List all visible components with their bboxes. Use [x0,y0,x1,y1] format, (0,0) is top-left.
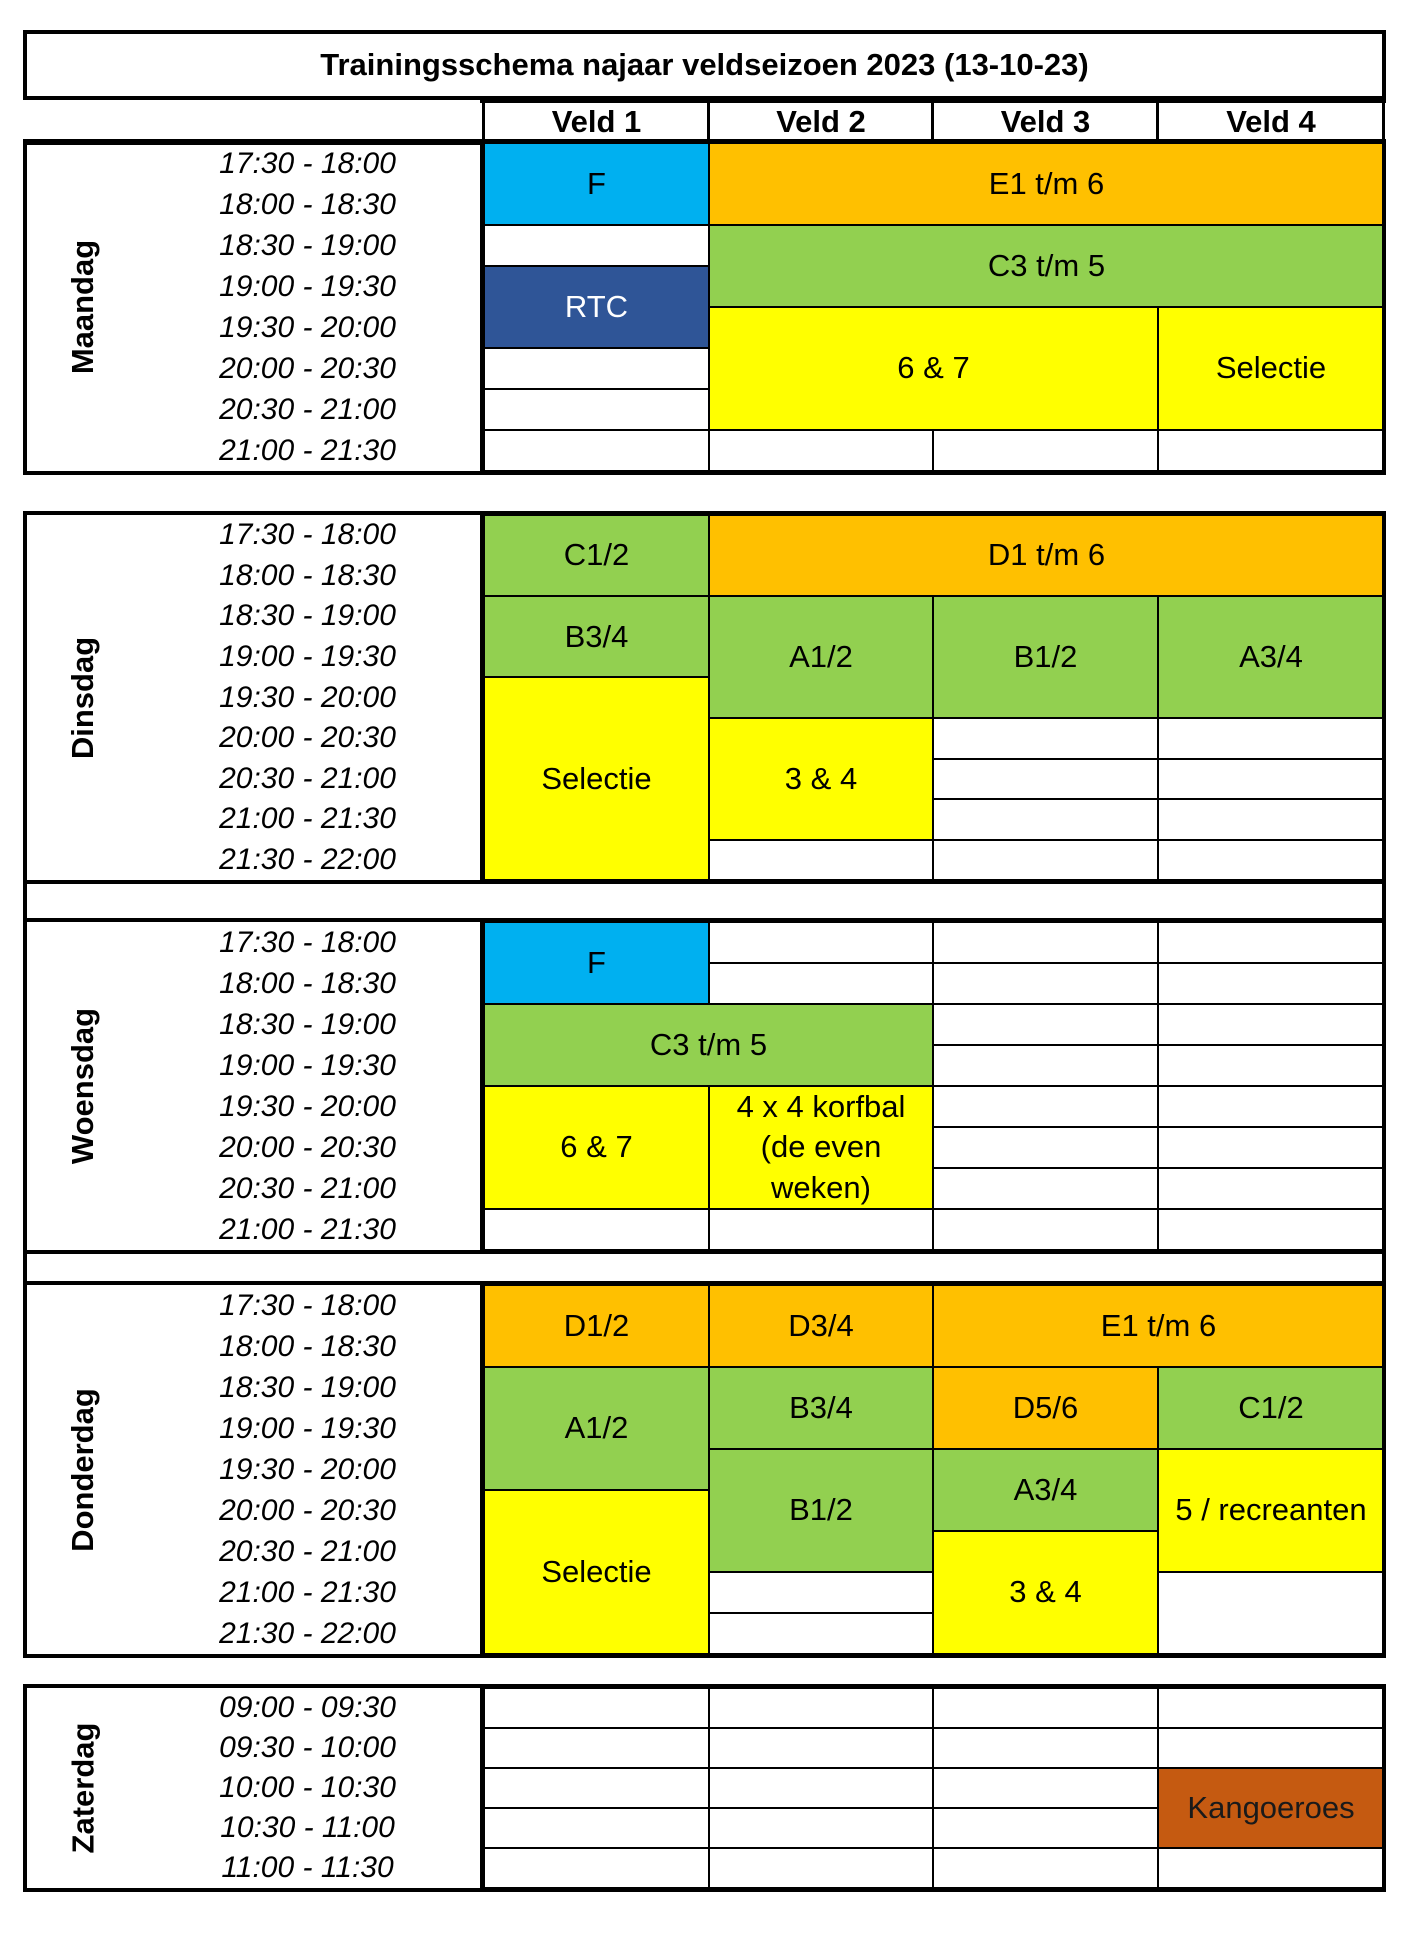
empty-slot [1157,717,1385,760]
time-slot: 19:30 - 20:00 [219,1452,396,1486]
empty-slot [1157,429,1385,472]
empty-slot [1157,1208,1385,1251]
empty-slot [483,1727,710,1769]
time-slot: 19:30 - 20:00 [219,1089,396,1123]
grid-line [480,1281,484,1658]
time-slot: 18:00 - 18:30 [219,558,396,592]
grid-line [480,139,484,475]
day-label [23,515,143,880]
field-header-1: Veld 1 [551,103,642,139]
grid-line [1382,880,1386,922]
grid-line [23,918,27,1254]
time-slot: 18:00 - 18:30 [219,187,396,221]
empty-slot [932,798,1159,841]
time-slot: 21:30 - 22:00 [219,1616,396,1650]
empty-slot [708,1807,934,1849]
team-block-d3-4: D3/4 [708,1284,934,1368]
empty-slot [932,1044,1159,1087]
team-block-f: F [483,921,710,1005]
empty-slot [1157,1167,1385,1210]
empty-slot [708,1847,934,1889]
team-block-6-7: 6 & 7 [708,306,1159,431]
team-block-selectie: Selectie [483,676,710,881]
team-block-c1-2: C1/2 [1157,1366,1385,1450]
grid-line [23,1250,1386,1254]
empty-slot [1157,758,1385,801]
grid-line [23,1684,27,1892]
empty-slot [708,1208,934,1251]
empty-slot [708,1767,934,1809]
empty-slot [932,758,1159,801]
empty-slot [1157,1126,1385,1169]
team-block-d1-t-m-6: D1 t/m 6 [708,514,1385,597]
time-slot: 20:00 - 20:30 [219,721,396,755]
empty-slot [483,1208,710,1251]
empty-slot [932,1687,1159,1729]
field-header-4: Veld 4 [1226,103,1316,139]
empty-slot [1157,1003,1385,1046]
grid-line [23,880,27,922]
empty-slot [932,1126,1159,1169]
empty-slot [1157,798,1385,841]
grid-line [480,918,484,1254]
day-label [23,143,143,471]
time-slot: 18:30 - 19:00 [219,599,396,633]
empty-slot [1157,1847,1385,1889]
time-slot: 17:30 - 18:00 [219,925,396,959]
team-block-3-4: 3 & 4 [932,1530,1159,1655]
grid-line [23,30,27,100]
field-header-3: Veld 3 [1000,103,1091,139]
day-label [23,1688,143,1888]
time-slot: 19:00 - 19:30 [219,1048,396,1082]
time-slot: 20:30 - 21:00 [219,392,396,426]
time-slot: 20:00 - 20:30 [219,1130,396,1164]
day-label [23,922,143,1250]
empty-slot [708,1571,934,1614]
time-slot: 19:00 - 19:30 [219,1411,396,1445]
time-slot: 18:30 - 19:00 [219,1370,396,1404]
time-slot: 21:30 - 22:00 [219,843,396,877]
day-name: Dinsdag [65,636,101,759]
grid-line [480,511,484,884]
empty-slot [932,1003,1159,1046]
team-block-a3-4: A3/4 [1157,595,1385,719]
time-slot: 17:30 - 18:00 [219,518,396,552]
empty-slot [932,717,1159,760]
time-slot: 18:30 - 19:00 [219,228,396,262]
team-block-d5-6: D5/6 [932,1366,1159,1450]
team-block-3-4: 3 & 4 [708,717,934,841]
team-block-c3-t-m-5: C3 t/m 5 [708,224,1385,308]
team-block-b1-2: B1/2 [932,595,1159,719]
empty-slot [932,1847,1159,1889]
grid-line [23,1281,27,1658]
time-slot: 20:30 - 21:00 [219,1534,396,1568]
day-name: Maandag [65,239,101,375]
empty-slot [708,839,934,882]
empty-slot [1157,1085,1385,1128]
empty-slot [1157,1571,1385,1655]
grid-line [23,918,1386,922]
team-block-5-recreanten: 5 / recreanten [1157,1448,1385,1573]
empty-slot [1157,1044,1385,1087]
empty-slot [1157,921,1385,964]
team-block-selectie: Selectie [1157,306,1385,431]
time-slot: 17:30 - 18:00 [219,146,396,180]
time-slot: 09:30 - 10:00 [219,1731,396,1764]
empty-slot [708,1612,934,1655]
team-block-a1-2: A1/2 [483,1366,710,1491]
time-slot: 21:00 - 21:30 [219,1212,396,1246]
empty-slot [932,921,1159,964]
empty-slot [483,1687,710,1729]
time-slot: 10:30 - 11:00 [220,1811,395,1844]
day-name: Woensdag [65,1007,101,1165]
time-slot: 19:30 - 20:00 [219,680,396,714]
grid-line [1382,1684,1386,1892]
empty-slot [708,429,934,472]
team-block-c3-t-m-5: C3 t/m 5 [483,1003,934,1087]
empty-slot [708,1727,934,1769]
team-block-6-7: 6 & 7 [483,1085,710,1210]
grid-line [23,511,27,884]
empty-slot [483,347,710,390]
empty-slot [932,1208,1159,1251]
empty-slot [932,839,1159,882]
team-block-e1-t-m-6: E1 t/m 6 [708,142,1385,226]
team-block-b3-4: B3/4 [483,595,710,678]
team-block-kangoeroes: Kangoeroes [1157,1767,1385,1849]
empty-slot [708,921,934,964]
empty-slot [483,429,710,472]
time-slot: 20:30 - 21:00 [219,761,396,795]
grid-line [1382,1281,1386,1658]
empty-slot [483,388,710,431]
grid-line [1382,139,1386,475]
empty-slot [932,1167,1159,1210]
empty-slot [483,1847,710,1889]
team-block-rtc: RTC [483,265,710,349]
time-slot: 19:00 - 19:30 [219,269,396,303]
empty-slot [483,1767,710,1809]
empty-slot [932,1807,1159,1849]
time-slot: 10:00 - 10:30 [219,1771,396,1804]
field-header-2: Veld 2 [776,103,866,139]
time-slot: 17:30 - 18:00 [219,1288,396,1322]
grid-line [23,471,1386,475]
empty-slot [932,429,1159,472]
grid-line [23,1654,1386,1658]
empty-slot [1157,1727,1385,1769]
day-name: Donderdag [65,1387,100,1552]
empty-slot [932,1767,1159,1809]
grid-line [23,511,1386,515]
empty-slot [932,1727,1159,1769]
team-block-4-x-4-korfbal: 4 x 4 korfbal (de even weken) [708,1085,934,1210]
time-slot: 21:00 - 21:30 [219,433,396,467]
team-block-f: F [483,142,710,226]
time-slot: 20:00 - 20:30 [219,1493,396,1527]
grid-line [1382,511,1386,884]
empty-slot [1157,962,1385,1005]
team-block-selectie: Selectie [483,1489,710,1655]
empty-slot [708,1687,934,1729]
grid-line [1382,918,1386,1254]
grid-line [480,1684,484,1892]
grid-line [23,139,27,475]
day-label [23,1285,143,1654]
team-block-c1-2: C1/2 [483,514,710,597]
time-slot: 20:00 - 20:30 [219,351,396,385]
time-slot: 19:00 - 19:30 [219,640,396,674]
team-block-b1-2: B1/2 [708,1448,934,1573]
team-block-a1-2: A1/2 [708,595,934,719]
time-slot: 11:00 - 11:30 [221,1851,394,1884]
team-block-a3-4: A3/4 [932,1448,1159,1532]
empty-slot [1157,1687,1385,1729]
empty-slot [483,224,710,267]
team-block-e1-t-m-6: E1 t/m 6 [932,1284,1385,1368]
team-block-d1-2: D1/2 [483,1284,710,1368]
grid-line [23,139,1386,143]
empty-slot [483,1807,710,1849]
empty-slot [708,962,934,1005]
time-slot: 18:00 - 18:30 [219,966,396,1000]
empty-slot [932,1085,1159,1128]
schedule-title: Trainingsschema najaar veldseizoen 2023 (13-10-23) [23,30,1386,100]
grid-line [23,1684,1386,1688]
team-block-b3-4: B3/4 [708,1366,934,1450]
time-slot: 09:00 - 09:30 [219,1691,396,1724]
empty-slot [1157,839,1385,882]
grid-line [23,880,1386,884]
time-slot: 19:30 - 20:00 [219,310,396,344]
time-slot: 18:00 - 18:30 [219,1329,396,1363]
time-slot: 21:00 - 21:30 [219,802,396,836]
empty-slot [932,962,1159,1005]
time-slot: 21:00 - 21:30 [219,1575,396,1609]
day-name: Zaterdag [65,1722,101,1854]
grid-line [23,1281,1386,1285]
time-slot: 20:30 - 21:00 [219,1171,396,1205]
grid-line [23,1888,1386,1892]
time-slot: 18:30 - 19:00 [219,1007,396,1041]
grid-line [1382,30,1386,100]
